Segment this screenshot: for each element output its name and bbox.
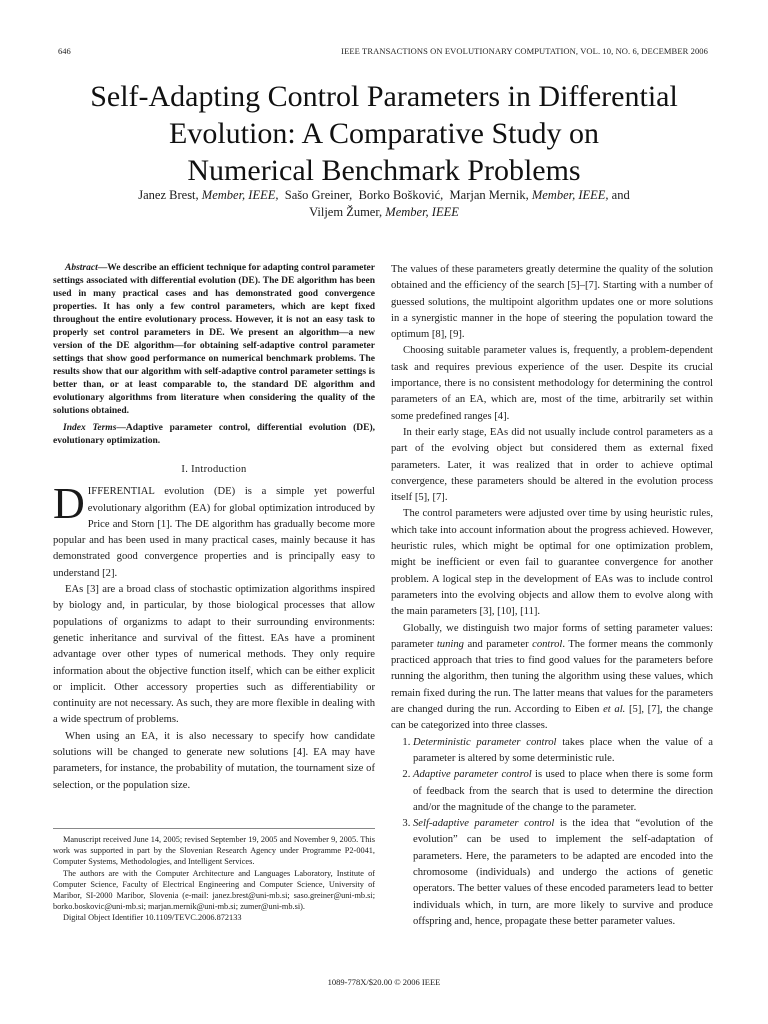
section-heading: I. Introduction: [181, 464, 247, 475]
abstract-text: —We describe an efficient technique for adapting control parameter settings associated with differential evolution (DE). The DE algorithm has been used in many practical cases and has demonstrated good convergence properties. It has only a few control parameters, which are kept fixed throughout the entire evolutionary process. However, it is not an easy task to properly set control parameters in DE. We present an algorithm—a new version of the DE algorithm—for obtaining self-adaptive control parameter settings that show good performance on numerical benchmark problems. The results show that our algorithm with self-adaptive control parameter settings is better than, or at least comparable to, the standard DE algorithm and evolutionary algorithms from literature when considering the quality of the solutions obtained.: [53, 263, 375, 416]
list-text: is the idea that “evolution of the evolution” can be used to implement the self-adaptation of parameters. Here, the parameters to be adapted are encoded into the chromosome (individuals) and undergo the actions of genetic operators. The better values of these encoded parameters lead to better individuals which, in turn, are more likely to survive and produce offspring and, hence, propagate these better parameter values.: [413, 818, 714, 927]
list-term: Deterministic parameter control: [413, 736, 557, 748]
body-paragraph: The control parameters were adjusted over time by using heuristic rules, which take into account information about the progress achieved. However, heuristic rules, which might be optimal for one optimization problem, might be inefficient or even fail to guarantee convergence for another problem. A logical step in the development of EAs was to include control parameters into the evolving objects and allow them to evolve along with the main parameters [3], [10], [11].: [391, 508, 713, 618]
author-role: Member, IEEE,: [531, 188, 609, 202]
index-terms-text: —Adaptive parameter control, differential evolution (DE), evolutionary optimization.: [53, 423, 375, 446]
author-role: Member, IEEE: [385, 205, 459, 219]
paper-title: [40, 78, 728, 189]
list-item: [413, 767, 713, 816]
text-run: and parameter: [463, 638, 533, 650]
title-line: Self-Adapting Control Parameters in Differential: [90, 80, 678, 113]
body-paragraph: Choosing suitable parameter values is, frequently, a problem-dependent task and requires previous experience of the user. Despite its crucial importance, there is no consistent methodology for determining the control parameters of an EA, which are, most of the time, arbitrarily set within some predefined ranges [4].: [391, 345, 713, 422]
text-run: . The former means the commonly practiced approach that tries to find good values for the parameters before running the algorithm, then tuning the algorithm using these values, which remain fixed during the run. The latter means that values for the parameters are changed during the run. According to Eiben: [391, 638, 713, 716]
index-terms-lead: Index Terms: [63, 423, 117, 433]
footnote: [53, 834, 375, 924]
footnote-rule: [53, 828, 375, 829]
list-term: Self-adaptive parameter control: [413, 818, 555, 830]
paragraph-text: IFFERENTIAL evolution (DE) is a simple yet powerful evolutionary algorithm (EA) for global optimization introduced by Price and Storn [1]. The DE algorithm has gradually become more popular and has been used in many practical cases, mainly because it has demonstrated good convergence properties and is principally easy to understand [2].: [53, 486, 375, 579]
index-terms: [53, 422, 375, 448]
title-line: Evolution: A Comparative Study on: [169, 117, 599, 150]
intro-paragraph: When using an EA, it is also necessary to specify how candidate solutions will be changed to generate new solutions [4]. EA may have parameters, for instance, the probability of mutation, the tournament size of selection, or the population size.: [53, 730, 375, 791]
text-run: [5], [7], the change can be categorized into three classes.: [391, 704, 713, 732]
list-item: [413, 735, 713, 768]
footnote-doi: Digital Object Identifier 10.1109/TEVC.2006.872133: [63, 913, 242, 923]
right-column: [391, 262, 713, 930]
list-text: is used to place when there is some form of feedback from the search that is used to determine the direction and/or the magnitude of the change to the parameter.: [413, 769, 713, 813]
drop-cap: D: [53, 479, 85, 529]
list-text: takes place when the value of a parameter is altered by some deterministic rule.: [413, 736, 713, 764]
left-column: [53, 262, 375, 794]
page-number: 646: [58, 46, 71, 56]
title-line: Numerical Benchmark Problems: [187, 154, 581, 187]
abstract: [53, 262, 375, 418]
list-term: Adaptive parameter control: [413, 769, 532, 781]
intro-paragraph: [53, 479, 375, 582]
author-name: Marjan Mernik,: [449, 188, 529, 202]
text-run: tuning: [436, 638, 464, 650]
author-name: Sašo Greiner,: [284, 188, 353, 202]
author-list: [40, 187, 728, 221]
author-name: Viljem Žumer,: [309, 205, 383, 219]
abstract-lead: Abstract: [65, 263, 98, 273]
author-conjunction: and: [611, 188, 630, 202]
author-role: Member, IEEE,: [201, 188, 279, 202]
list-item: [413, 816, 713, 930]
body-paragraph: [391, 621, 713, 735]
intro-paragraph: EAs [3] are a broad class of stochastic optimization algorithms inspired by biology and, in particular, by those biological processes that allow populations of organizms to adapt to their surrounding environments: genetic inheritance and survival of the fittest. EAs have a prominent advantage over other types of numerical methods. They only require information about the objective function itself, which can be either explicit or implicit. Other accessory properties such as differentiability or continuity are not necessary. As such, they are more flexible in dealing with a wide spectrum of problems.: [53, 584, 375, 726]
text-run: control: [532, 638, 563, 650]
author-name: Borko Bošković,: [358, 188, 444, 202]
text-run: et al.: [603, 704, 626, 716]
body-paragraph: The values of these parameters greatly determine the quality of the solution obtained and the efficiency of the search [5]–[7]. Starting with a number of guessed solutions, the multipoint algorithm updates one or more solutions in a synergistic manner in the hope of steering the population toward the optimum [8], [9].: [391, 264, 713, 341]
text-run: Globally, we distinguish two major forms of setting parameter values: parameter: [391, 622, 713, 650]
author-name: Janez Brest,: [138, 188, 199, 202]
issn-footer: 1089-778X/$20.00 © 2006 IEEE: [327, 977, 441, 987]
parameter-control-list: [391, 735, 713, 931]
body-paragraph: In their early stage, EAs did not usually include control parameters as a part of the evolving object but considered them as external fixed parameters. Later, it was realized that in order to achieve optimal convergence, these parameters should be altered in the evolution process itself [5], [7].: [391, 426, 713, 504]
journal-running-head: IEEE TRANSACTIONS ON EVOLUTIONARY COMPUTATION, VOL. 10, NO. 6, DECEMBER 2006: [341, 46, 708, 56]
footnote-text: Manuscript received June 14, 2005; revised September 19, 2005 and November 9, 2005. This work was supported in part by the Slovenian Research Agency under Programme P2-0041, Computer Systems, Methodologies, and Intelligent Services.: [53, 835, 375, 867]
footnote-text: The authors are with the Computer Architecture and Languages Laboratory, Institute of Computer Science, Faculty of Electrical Engineering and Computer Science, University of Maribor, SI-2000 Maribor, Slovenia (e-mail: janez.brest@uni-mb.si; saso.greiner@uni-mb.si; borko.boskovic@uni-mb.si; marjan.mernik@uni-mb.si; zumer@uni-mb.si).: [53, 868, 375, 912]
